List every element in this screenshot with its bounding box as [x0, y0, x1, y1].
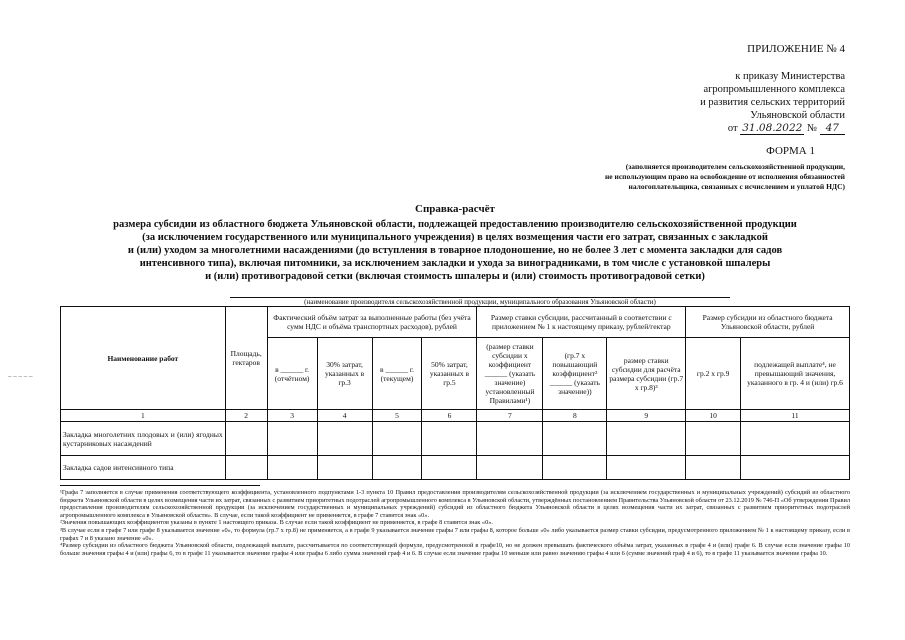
- row-label: Закладка многолетних плодовых и (или) ягодных кустарниковых насаждений: [61, 422, 226, 456]
- table-cell[interactable]: [741, 456, 850, 480]
- table-row: [61, 422, 850, 456]
- form-note-2: не использующим право на освобождение от исполнения обязанностей: [604, 172, 845, 181]
- table-cell[interactable]: [267, 456, 317, 480]
- col-number: 11: [741, 410, 850, 422]
- fact-c-header: в ______ г. (текущем): [372, 338, 422, 410]
- appendix-block: [700, 43, 845, 135]
- col-number: 8: [543, 410, 607, 422]
- sub-a-header: гр.2 х гр.9: [686, 338, 741, 410]
- date-prefix: от: [727, 123, 738, 134]
- table-cell[interactable]: [422, 456, 477, 480]
- table-cell[interactable]: [741, 422, 850, 456]
- footnote-separator: [60, 485, 260, 486]
- footnote-2: ²Значения повышающих коэффициентов указаны в пункте 1 настоящего приказа. В случае если такой коэффициент не применяется, в графе 8 ставится знак «0».: [60, 519, 493, 527]
- table-cell[interactable]: [422, 422, 477, 456]
- appendix-line-4: Ульяновской области: [750, 110, 845, 121]
- col-number: 2: [225, 410, 267, 422]
- col-number: 3: [267, 410, 317, 422]
- group-rate-header: Размер ставки субсидии, рассчитанный в соответствии с приложением № 1 к настоящему приказу, рублей/гектар: [477, 307, 686, 338]
- table-cell[interactable]: [372, 422, 422, 456]
- table-cell[interactable]: [543, 422, 607, 456]
- form-block: [605, 145, 845, 192]
- table-cell[interactable]: [267, 422, 317, 456]
- fact-b-header: 30% затрат, указанных в гр.3: [317, 338, 372, 410]
- fact-d-header: 50% затрат, указанных в гр.5: [422, 338, 477, 410]
- table-header-row-1: [61, 307, 850, 338]
- heading-line-3: и (или) уходом за многолетними насаждениями (до вступления в товарное плодоношение, но не более 3 лет с момента закладки для садов: [127, 245, 783, 256]
- table-number-row: [61, 410, 850, 422]
- form-note-1: (заполняется производителем сельскохозяйственной продукции,: [625, 162, 845, 171]
- table-cell[interactable]: [543, 456, 607, 480]
- rate-b-header: (гр.7 х повышающий коэффициент² ______ (указать значение)): [543, 338, 607, 410]
- number-prefix: №: [806, 123, 817, 134]
- group-fact-header: Фактический объём затрат за выполненные работы (без учёта сумм НДС и объёма транспортных расходов), рублей: [267, 307, 477, 338]
- heading-line-5: и (или) противоградовой сетки (включая стоимость шпалеры и (или) стоимость противоградовой сетки): [205, 271, 705, 282]
- rate-c-header: размер ставки субсидии для расчёта размера субсидии (гр.7 х гр.8)³: [607, 338, 686, 410]
- appendix-line-1: к приказу Министерства: [735, 71, 845, 82]
- doc-heading: [60, 203, 850, 283]
- appendix-line-3: и развития сельских территорий: [700, 97, 845, 108]
- table-cell[interactable]: [372, 456, 422, 480]
- heading-title: Справка-расчёт: [415, 203, 495, 215]
- date-value: 31.08.2022: [742, 122, 803, 134]
- footnote-4: ⁴Размер субсидии из областного бюджета Ульяновской области, подлежащей выплате, рассчитывается по соответствующей формуле, предусмотренной в графе10, но не должен превышать фактического объёма затрат, указанных в графе 4 и (или) графе 6. В случае если значение графы 10 больше значения графы 4 и (или) графы 6, то в графе 11 указывается значение графы 4 или графы 6 либо сумма значений граф 4 и 6. В случае если значение графы 10 меньше или равно значению графы 4 или 6 (сумме значений граф 4 и 6), то в графе 11 указывается значение графы 10.: [60, 542, 850, 557]
- table-cell[interactable]: [225, 422, 267, 456]
- footnote-1: ¹Графа 7 заполняется в случае применения соответствующего коэффициента, установленного подпунктами 1-3 пункта 10 Правил предоставления производителям сельскохозяйственной продукции (за исключением государственных и муниципальных учреждений) субсидий из областного бюджета Ульяновской области в целях возмещения части их затрат, связанных с развитием приоритетных подотраслей агропромышленного комплекса в Ульяновской области, утверждённых постановлением Правительства Ульяновской области от 23.12.2019 № 746-П «Об утверждении Правил предоставления производителям сельскохозяйственной продукции (за исключением государственных и муниципальных учреждений) субсидий из областного бюджета Ульяновской области в целях возмещения части их затрат, связанных с развитием приоритетных подотраслей агропромышленного комплекса в Ульяновской области». В случае, если такой коэффициент не применяется, в графе 7 ставится знак «0».: [60, 489, 850, 519]
- heading-line-1: размера субсидии из областного бюджета Ульяновской области, подлежащей предоставлению производителю сельскохозяйственной продукции: [113, 219, 797, 230]
- group-subsidy-header: Размер субсидии из областного бюджета Ульяновской области, рублей: [686, 307, 850, 338]
- col-name-header: Наименование работ: [61, 307, 226, 410]
- appendix-line-2: агропромышленного комплекса: [703, 84, 845, 95]
- sub-b-header: подлежащей выплате⁴, не превышающий значения, указанного в гр. 4 и (или) гр.6: [741, 338, 850, 410]
- footnotes: [60, 489, 850, 557]
- table-cell[interactable]: [686, 456, 741, 480]
- form-label: ФОРМА 1: [766, 145, 815, 157]
- col-number: 7: [477, 410, 543, 422]
- margin-mark: – – – – –: [8, 372, 33, 380]
- row-label: Закладка садов интенсивного типа: [61, 456, 226, 480]
- appendix-title: ПРИЛОЖЕНИЕ № 4: [747, 43, 845, 55]
- form-note-3: налогоплательщика, связанных с исчислением и уплатой НДС): [628, 182, 845, 191]
- col-area-header: Площадь, гектаров: [225, 307, 267, 410]
- table-cell[interactable]: [225, 456, 267, 480]
- table-cell[interactable]: [317, 422, 372, 456]
- producer-caption: (наименование производителя сельскохозяйственной продукции, муниципального образования Ульяновской области): [304, 298, 656, 306]
- rate-a-header: (размер ставки субсидии х коэффициент ______ (указать значение) установленный Правилами¹): [477, 338, 543, 410]
- table-cell[interactable]: [477, 422, 543, 456]
- col-number: 10: [686, 410, 741, 422]
- col-number: 4: [317, 410, 372, 422]
- table-cell[interactable]: [317, 456, 372, 480]
- heading-line-2: (за исключением государственного или муниципального учреждения) в целях возмещения части его затрат, связанных с закладкой: [142, 232, 768, 243]
- heading-line-4: интенсивного типа), включая питомники, за исключением закладки и ухода за виноградниками, в том числе с установкой шпалеры: [139, 258, 771, 269]
- col-number: 5: [372, 410, 422, 422]
- subsidy-table: [60, 306, 850, 480]
- footnote-3: ³В случае если в графе 7 или графе 8 указывается значение «0», то формула (гр.7 х гр.8) не применяется, а в графе 9 указывается значение графы 7 или графы 8, которое больше «0» либо указывается размер ставки субсидии, предусмотренного приложением № 1 к настоящему приказу, если в графах 7 и 8 указано значение «0».: [60, 526, 850, 542]
- table-row: [61, 456, 850, 480]
- table-cell[interactable]: [607, 456, 686, 480]
- fact-a-header: в ______ г. (отчётном): [267, 338, 317, 410]
- col-number: 6: [422, 410, 477, 422]
- table-cell[interactable]: [607, 422, 686, 456]
- number-value: 47: [820, 122, 845, 135]
- col-number: 9: [607, 410, 686, 422]
- col-number: 1: [61, 410, 226, 422]
- table-cell[interactable]: [686, 422, 741, 456]
- table-cell[interactable]: [477, 456, 543, 480]
- appendix-date-line: [700, 122, 845, 135]
